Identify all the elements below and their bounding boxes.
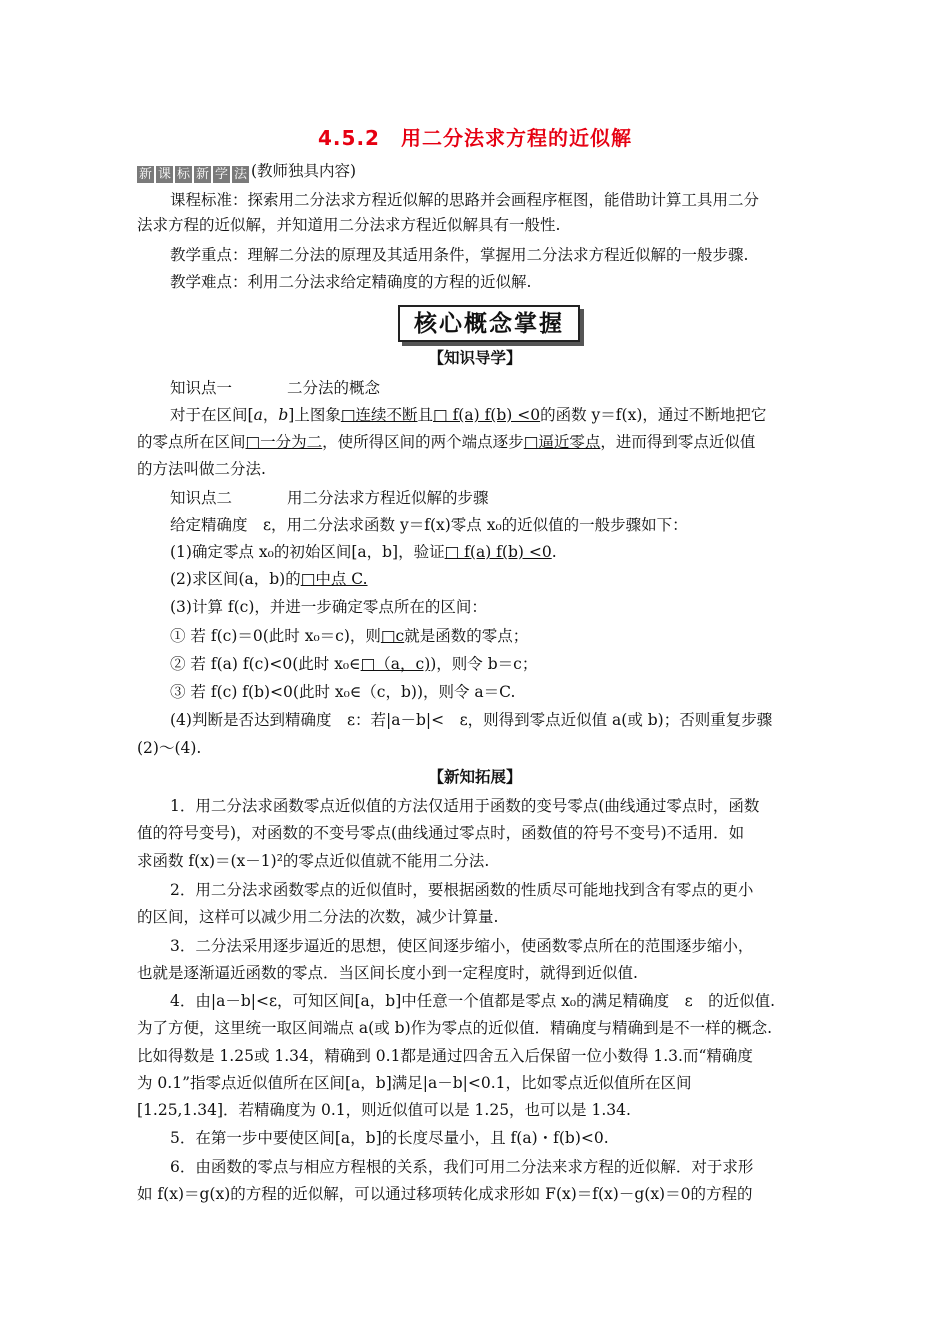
step-3: (3)计算 f(c)，并进一步确定零点所在的区间： <box>170 598 487 616</box>
stamp-row <box>0 160 950 183</box>
fill-blank: □一分为二 <box>245 433 323 451</box>
section-banner: 核心概念掌握 <box>398 305 580 342</box>
kp-title: 用二分法求方程近似解的步骤 <box>287 489 489 507</box>
text: (2)求区间(a，b)的 <box>170 570 301 588</box>
text: ， <box>262 406 279 424</box>
step-4: (4)判断是否达到精确度 ε：若|a－b|< ε，则得到零点近似值 a(或 b)；否则重复步骤 <box>170 711 773 729</box>
ext-paragraph: [1.25,1.34]．若精确度为 0.1，则近似值可以是 1.25，也可以是 1.34. <box>137 1101 631 1119</box>
text: . <box>551 543 557 561</box>
step-3-case-3: ③ 若 f(c) f(b)<0(此时 x₀∈（c，b))，则令 a＝C. <box>170 683 516 701</box>
ext-paragraph: 比如得数是 1.25或 1.34，精确到 0.1都是通过四舍五入后保留一位小数得 1.3.而“精确度 <box>137 1047 753 1065</box>
ext-paragraph: 6．由函数的零点与相应方程根的关系，我们可用二分法来求方程的近似解．对于求形 <box>170 1158 754 1176</box>
step-3-case-1 <box>0 625 950 647</box>
ext-paragraph: 5．在第一步中要使区间[a，b]的长度尽量小，且 f(a)・f(b)<0. <box>170 1129 609 1147</box>
page-title: 4.5.2 用二分法求方程的近似解 <box>318 126 632 150</box>
step-4-cont: (2)～(4). <box>137 739 202 757</box>
var: a <box>253 406 263 424</box>
teaching-focus: 教学重点：理解二分法的原理及其适用条件，掌握用二分法求方程近似解的一般步骤. <box>170 246 749 264</box>
stamp-char: 课 <box>157 167 171 182</box>
kp-label: 知识点二 <box>170 489 233 507</box>
fill-blank: □（a，c) <box>360 655 431 673</box>
kp-title: 二分法的概念 <box>287 379 381 397</box>
teacher-note: (教师独具内容) <box>251 162 357 180</box>
text: ]上图象 <box>288 406 341 424</box>
ext-paragraph: 2．用二分法求函数零点的近似值时，要根据函数的性质尽可能地找到含有零点的更小 <box>170 881 754 899</box>
step-3-case-2 <box>0 653 950 675</box>
text: 对于在区间[ <box>170 406 254 424</box>
fill-blank: □ f(a) f(b) <0 <box>444 543 552 561</box>
text: (1)确定零点 x₀的初始区间[a，b]，验证 <box>170 543 445 561</box>
fill-blank: □c <box>380 627 405 645</box>
text: )，则令 b＝c； <box>430 655 538 673</box>
ext-paragraph: 为 0.1”指零点近似值所在区间[a，b]满足|a－b|<0.1，比如零点近似值所在区间 <box>137 1074 692 1092</box>
ext-paragraph: 为了方便，这里统一取区间端点 a(或 b)作为零点的近似值．精确度与精确到是不一样的概念. <box>137 1019 773 1037</box>
text: ① 若 f(c)＝0(此时 x₀＝c)，则 <box>170 627 381 645</box>
ext-paragraph: 的区间，这样可以减少用二分法的次数，减少计算量. <box>137 908 499 926</box>
step-2 <box>0 568 950 590</box>
text: 的函数 y＝f(x)，通过不断地把它 <box>540 406 767 424</box>
fill-blank: □连续不断 <box>340 406 418 424</box>
ext-paragraph: 求函数 f(x)＝(x－1)²的零点近似值就不能用二分法. <box>137 852 490 870</box>
section-heading-knowledge: 【知识导学】 <box>428 348 522 367</box>
text: 就是函数的零点； <box>404 627 529 645</box>
fill-blank: □ f(a) f(b) <0 <box>433 406 541 424</box>
stamp-char: 新 <box>195 167 209 182</box>
text: ，进而得到零点近似值 <box>600 433 756 451</box>
course-standard-cont: 法求方程的近似解，并知道用二分法求方程近似解具有一般性. <box>137 216 561 234</box>
steps-intro: 给定精确度 ε，用二分法求函数 y＝f(x)零点 x₀的近似值的一般步骤如下： <box>170 516 688 534</box>
stamp-char: 标 <box>176 167 190 182</box>
section-heading-extension: 【新知拓展】 <box>428 767 522 786</box>
kp-label: 知识点一 <box>170 379 233 397</box>
ext-paragraph: 3．二分法采用逐步逼近的思想，使区间逐步缩小，使函数零点所在的范围逐步缩小， <box>170 937 754 955</box>
ext-paragraph: 如 f(x)＝g(x)的方程的近似解，可以通过移项转化成求形如 F(x)＝f(x)－g(x)＝0的方程的 <box>137 1185 753 1203</box>
stamp-char: 法 <box>233 167 247 182</box>
var: b <box>278 406 289 424</box>
stamp-char: 学 <box>214 167 228 182</box>
step-1 <box>0 541 950 563</box>
course-standard: 课程标准：探索用二分法求方程近似解的思路并会画程序框图，能借助计算工具用二分 <box>170 191 760 209</box>
kp1-text-line: 的方法叫做二分法. <box>137 460 266 478</box>
knowledge-point-2 <box>0 487 950 509</box>
text: ② 若 f(a) f(c)<0(此时 x₀∈ <box>170 655 361 673</box>
knowledge-point-1 <box>0 377 950 399</box>
ext-paragraph: 1．用二分法求函数零点近似值的方法仅适用于函数的变号零点(曲线通过零点时，函数 <box>170 797 760 815</box>
fill-blank: □中点 C. <box>300 570 368 588</box>
text: ，使所得区间的两个端点逐步 <box>322 433 524 451</box>
text: 的零点所在区间 <box>137 433 246 451</box>
ext-paragraph: 值的符号变号)，对函数的不变号零点(曲线通过零点时，函数值的符号不变号)不适用．如 <box>137 824 745 842</box>
fill-blank: □逼近零点 <box>523 433 601 451</box>
kp1-text-line <box>0 431 950 453</box>
stamp-char: 新 <box>138 167 152 182</box>
teaching-difficulty: 教学难点：利用二分法求给定精确度的方程的近似解. <box>170 273 532 291</box>
kp1-text-line <box>0 404 950 426</box>
ext-paragraph: 也就是逐渐逼近函数的零点．当区间长度小到一定程度时，就得到近似值. <box>137 964 638 982</box>
ext-paragraph: 4．由|a－b|<ε，可知区间[a，b]中任意一个值都是零点 x₀的满足精确度 ε 的近似值. <box>170 992 776 1010</box>
text: 且 <box>417 406 433 424</box>
